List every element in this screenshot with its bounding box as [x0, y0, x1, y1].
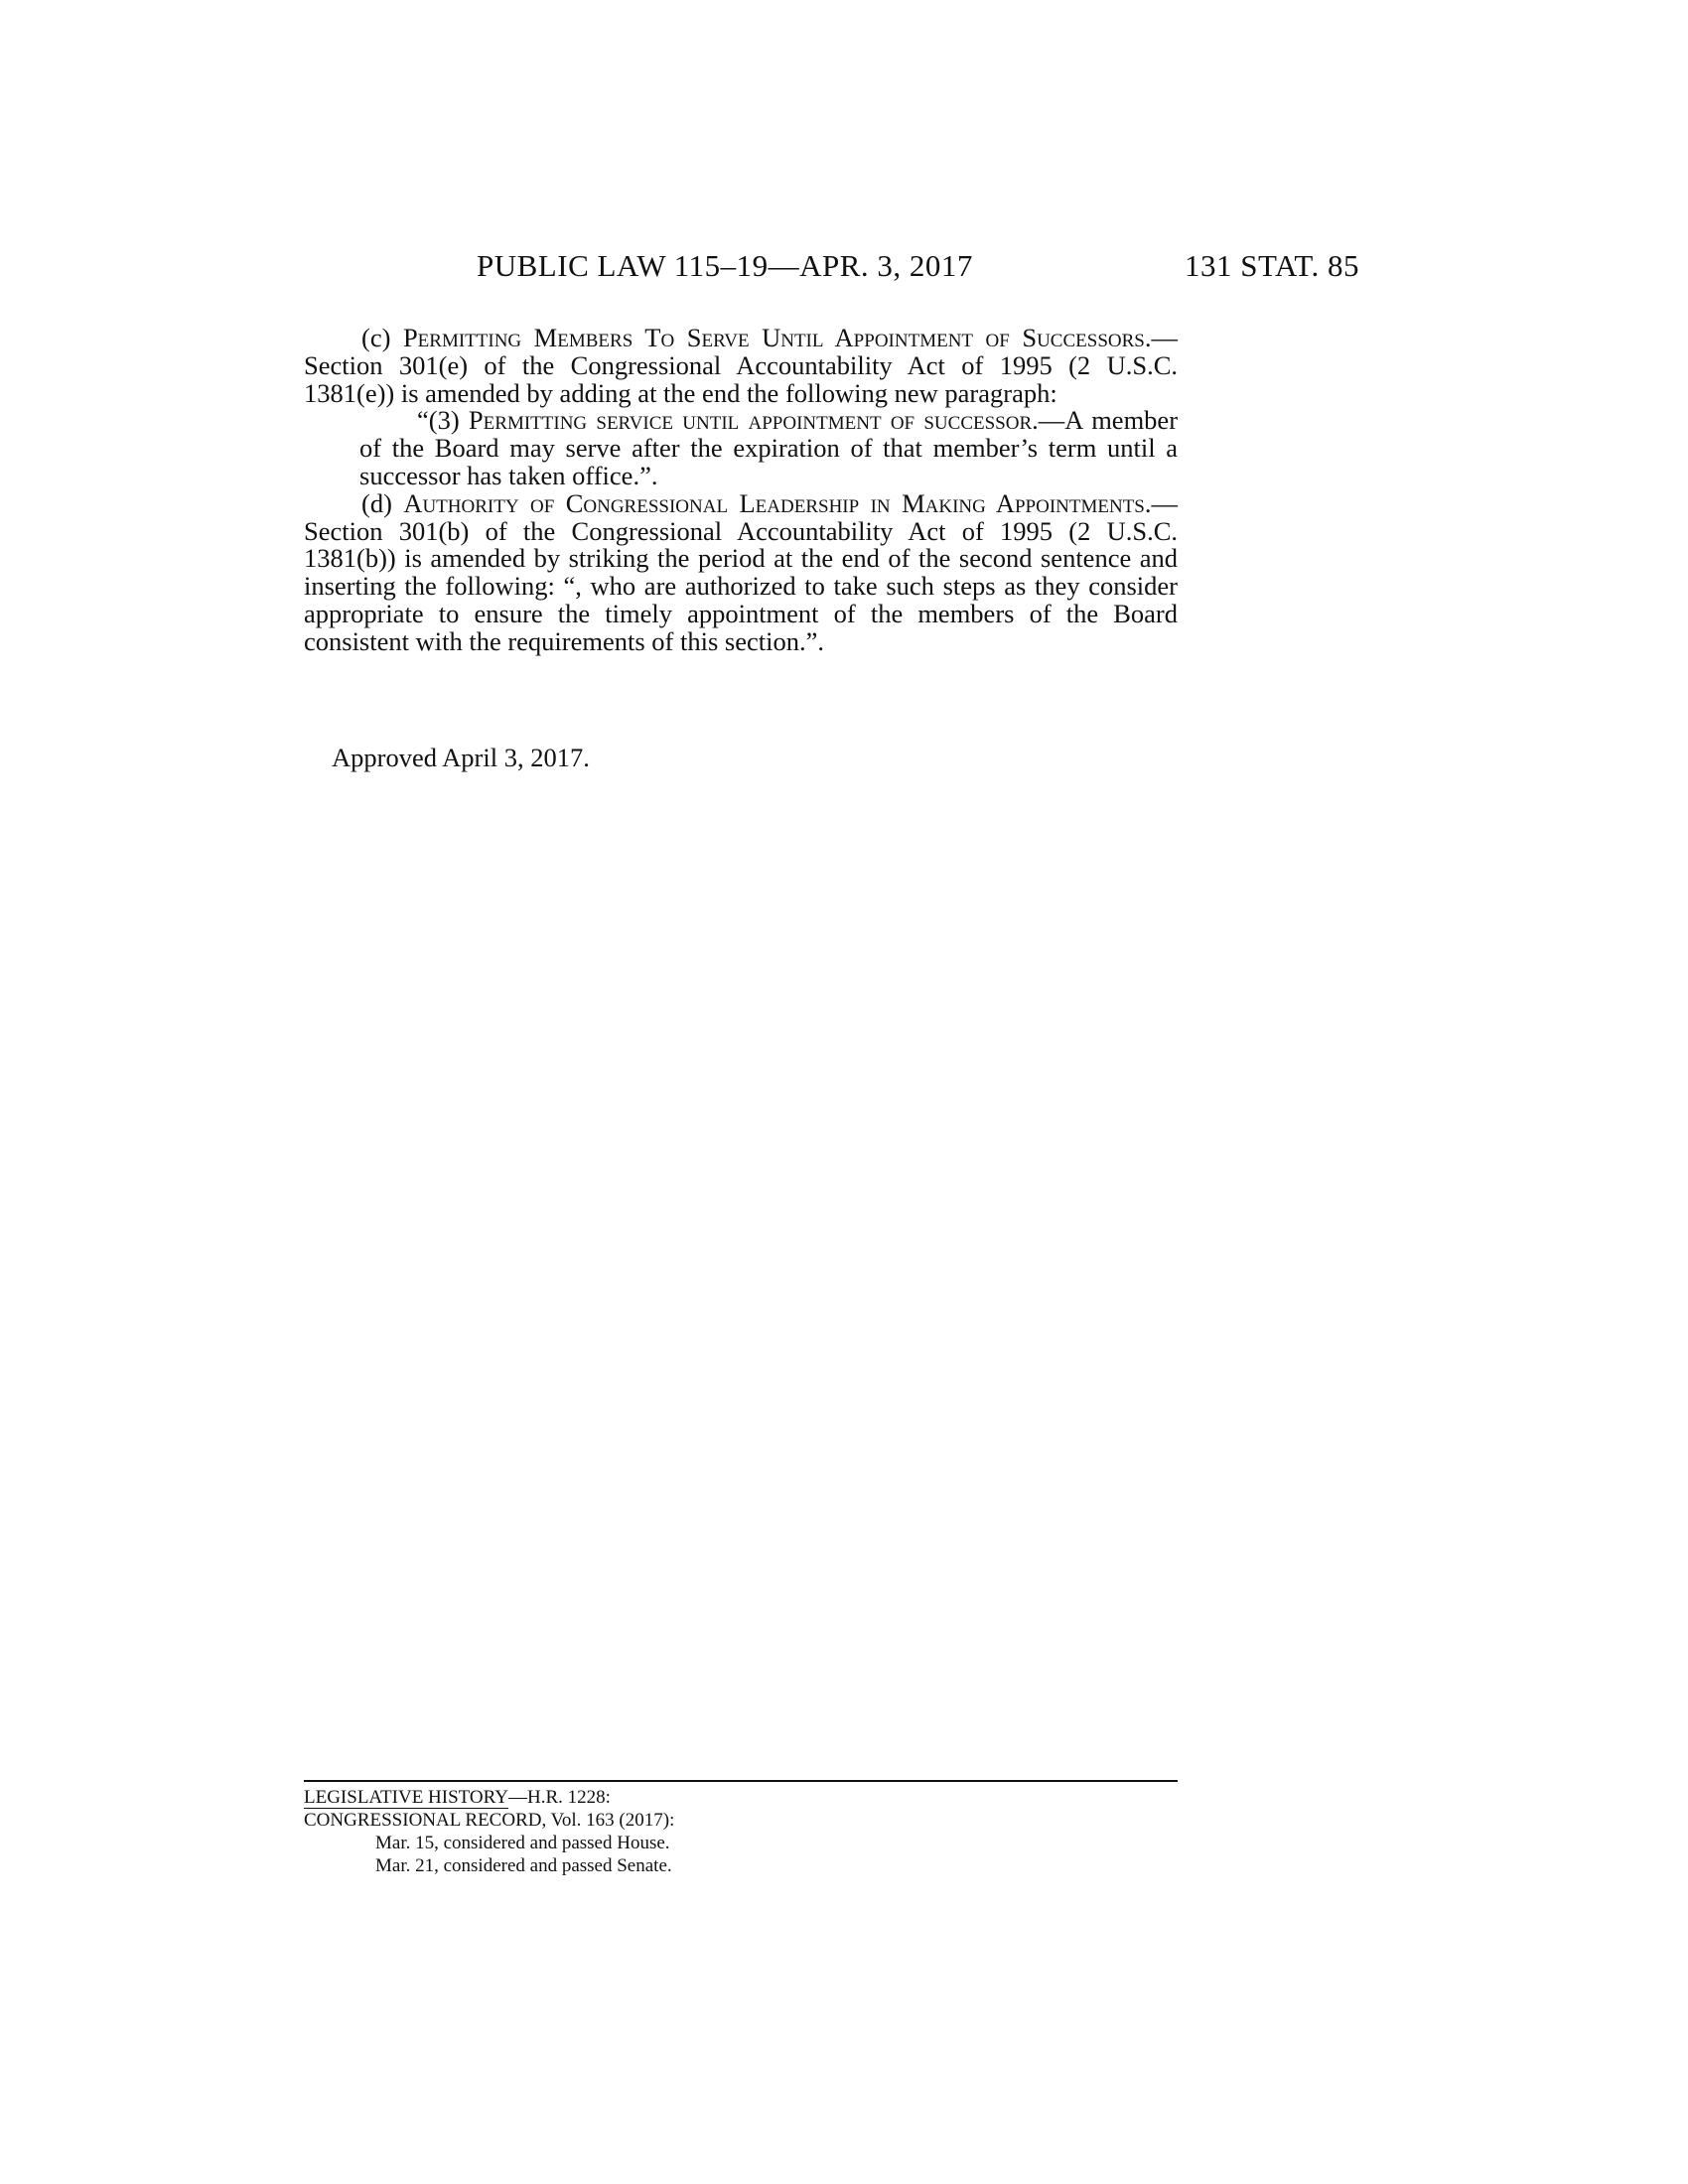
page-number: 131 STAT. 85: [1185, 248, 1360, 283]
approval-date: Approved April 3, 2017.: [332, 743, 590, 772]
history-action-house: Mar. 15, considered and passed House.: [375, 1833, 670, 1853]
quoted-paragraph-heading: Permitting service until appointment of successor.: [468, 405, 1039, 436]
legislative-history-bill: —H.R. 1228:: [508, 1787, 611, 1808]
congressional-record-line: CONGRESSIONAL RECORD, Vol. 163 (2017):: [304, 1810, 675, 1831]
legislative-history: [304, 1786, 674, 1877]
quoted-paragraph-3: [359, 407, 1178, 489]
legislative-history-heading-line: [304, 1786, 674, 1809]
subsection-d-designation: (d): [361, 487, 404, 518]
subsection-c-designation: (c): [361, 323, 403, 352]
footnote-divider: [304, 1780, 1178, 1782]
subsection-c-heading: Permitting Members To Serve Until Appointment of Successors.: [402, 323, 1152, 352]
history-action-senate: Mar. 21, considered and passed Senate.: [375, 1855, 672, 1876]
subsection-d-heading: Authority of Congressional Leadership in Making Appointments.: [403, 487, 1152, 518]
legislative-history-heading: LEGISLATIVE HISTORY: [304, 1787, 509, 1808]
subsection-d: [304, 487, 1178, 656]
statute-body: [304, 325, 1178, 656]
subsection-c-text: —Section 301(e) of the Congressional Accountability Act of 1995 (2 U.S.C. 1381(e)) is amended by adding at the end the following new paragraph:: [304, 323, 1178, 408]
subsection-d-text: —Section 301(b) of the Congressional Accountability Act of 1995 (2 U.S.C. 1381(b)) is amended by striking the period at the end of the second sentence and inserting the following: “, who are authorized to take such steps as they consider appropriate to ensure the timely appointment of the members of the Board consistent with the requirements of this section.”.: [304, 487, 1178, 656]
subsection-c: [304, 325, 1178, 407]
quoted-paragraph-text: —A member of the Board may serve after the expiration of that member’s term until a successor has taken office.”.: [359, 405, 1179, 490]
running-header-title: PUBLIC LAW 115–19—APR. 3, 2017: [477, 248, 973, 283]
quoted-paragraph-designation: “(3): [417, 405, 469, 436]
